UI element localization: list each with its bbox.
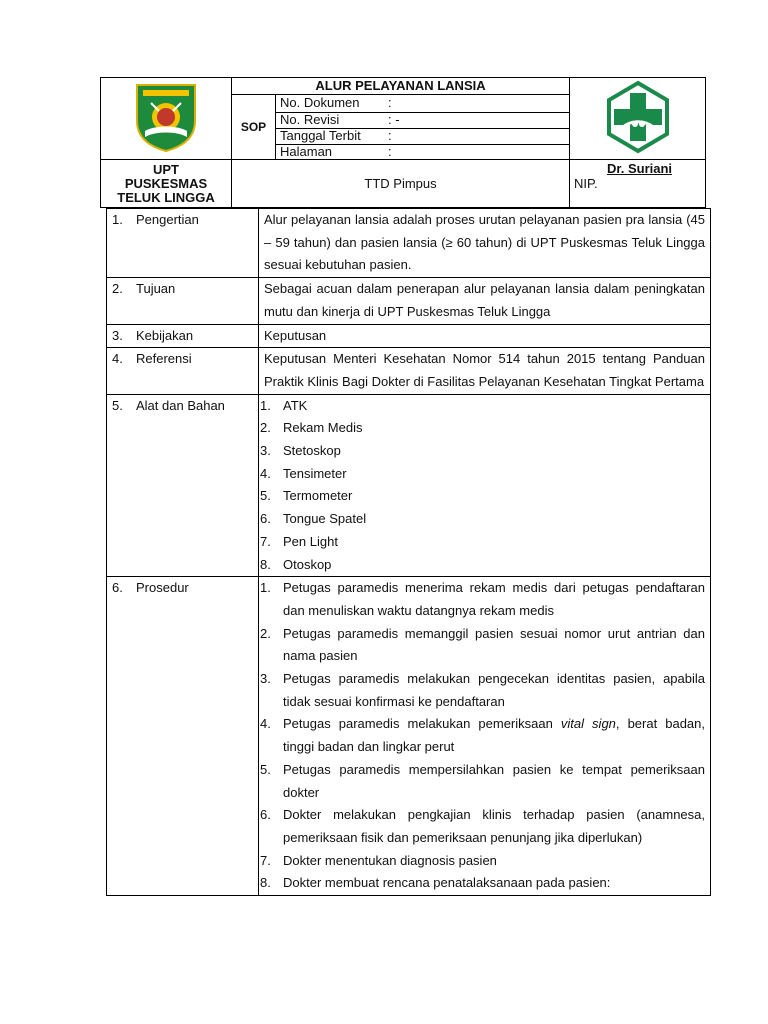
list-item: 5. Termometer [260, 488, 353, 504]
list-item: 4. Tensimeter [260, 465, 347, 481]
list-item: 3. Stetoskop [260, 443, 341, 459]
prosedur-list [260, 577, 706, 895]
field-halaman: Halaman : [276, 144, 570, 160]
field-no-revisi: No. Revisi : - [276, 112, 570, 128]
signer-name: Dr. Suriani [607, 161, 673, 177]
pengertian-text: Alur pelayanan lansia adalah proses urutan pelayanan pasien pra lansia (45 – 59 tahun) dan pasien lansia (≥ 60 tahun) di UPT Puskesmas Teluk Lingga sesuai kebutuhan pasien. [259, 209, 711, 278]
list-item: 2. Petugas paramedis memanggil pasien sesuai nomor urut antrian dan nama pasien [260, 625, 705, 664]
list-item: 1. ATK [260, 397, 308, 413]
section-kebijakan: 3. Kebijakan Keputusan [107, 324, 711, 348]
sop-header-table [100, 77, 706, 208]
regional-emblem-cell [101, 78, 232, 160]
kebijakan-text: Keputusan [259, 324, 711, 348]
list-item: 8. Dokter membuat rencana penatalaksanaan pada pasien: [260, 875, 611, 891]
nip-label: NIP. [574, 176, 598, 192]
list-item: 6. Dokter melakukan pengkajian klinis terhadap pasien (anamnesa, pemeriksaan fisik dan pemeriksaan penunjang jika diperlukan) [260, 807, 705, 845]
sop-content-table [106, 208, 711, 896]
list-item: 7. Dokter menentukan diagnosis pasien [260, 852, 497, 868]
section-tujuan: 2. Tujuan Sebagai acuan dalam penerapan alur pelayanan lansia dalam peningkatan mutu dan kinerja di UPT Puskesmas Teluk Lingga [107, 278, 711, 324]
alat-list [260, 395, 705, 577]
list-item: 8. Otoskop [260, 556, 332, 572]
organization-name: UPT PUSKESMAS TELUK LINGGA [101, 160, 232, 208]
section-pengertian: 1. Pengertian Alur pelayanan lansia adalah proses urutan pelayanan pasien pra lansia (45 – 59 tahun) dan pasien lansia (≥ 60 tahun) di UPT Puskesmas Teluk Lingga sesuai kebutuhan pasien. [107, 209, 711, 278]
list-item: 6. Tongue Spatel [260, 511, 367, 527]
document-title: ALUR PELAYANAN LANSIA [232, 78, 570, 95]
tujuan-text: Sebagai acuan dalam penerapan alur pelayanan lansia dalam peningkatan mutu dan kinerja di UPT Puskesmas Teluk Lingga [259, 278, 711, 324]
field-no-dokumen: No. Dokumen : [276, 94, 570, 112]
section-prosedur: 6. Prosedur 1. Petugas paramedis menerima rekam medis dari petugas pendaftaran dan menuliskan waktu datangnya rekam medis 2. Petugas paramedis memanggil pasien sesuai nomor urut antrian dan nama pasien 3. Petugas paramedis melakukan pengecekan identitas pasien, apabila tidak sesuai konfirmasi ke pendaftaran 4. Petugas paramedis melakukan pemeriksaan vital sign, berat badan, tinggi badan dan lingkar perut 5. Petugas paramedis mempersilahkan pasien ke tempat pemeriksaan dokter 6. Dokter melakukan pengkajian klinis terhadap pasien (anamnesa, pemeriksaan fisik dan pemeriksaan penunjang jika diperlukan) 7. Dokter menentukan diagnosis pasien 8. Dokter membuat rencana penatalaksanaan pada pasien: [107, 577, 711, 896]
list-item: 3. Petugas paramedis melakukan pengecekan identitas pasien, apabila tidak sesuai konfirmasi ke pendaftaran [260, 671, 705, 709]
list-item: 2. Rekam Medis [260, 420, 363, 436]
field-tanggal-terbit: Tanggal Terbit : [276, 128, 570, 144]
sop-label: SOP [232, 94, 276, 159]
list-item: 1. Petugas paramedis menerima rekam medis dari petugas pendaftaran dan menuliskan waktu datangnya rekam medis [260, 580, 705, 618]
section-alat-dan-bahan: 5. Alat dan Bahan 1. ATK 2. Rekam Medis 3. Stetoskop 4. Tensimeter 5. Termometer 6. Tongue Spatel 7. Pen Light 8. Otoskop [107, 394, 711, 577]
clinic-logo-cell [570, 78, 706, 160]
ttd-pimpus: TTD Pimpus [232, 160, 570, 208]
section-referensi: 4. Referensi Keputusan Menteri Kesehatan Nomor 514 tahun 2015 tentang Panduan Praktik Klinis Bagi Dokter di Fasilitas Pelayanan Kesehatan Tingkat Pertama [107, 348, 711, 394]
referensi-text: Keputusan Menteri Kesehatan Nomor 514 tahun 2015 tentang Panduan Praktik Klinis Bagi Dokter di Fasilitas Pelayanan Kesehatan Tingkat Pertama [259, 348, 711, 394]
list-item: 5. Petugas paramedis mempersilahkan pasien ke tempat pemeriksaan dokter [260, 761, 705, 800]
list-item: 7. Pen Light [260, 533, 338, 549]
puskesmas-logo-icon [601, 80, 675, 154]
regional-emblem-icon [131, 81, 201, 153]
signature-block [570, 160, 706, 208]
list-item: 4. Petugas paramedis melakukan pemeriksaan vital sign, berat badan, tinggi badan dan lingkar perut [260, 716, 706, 755]
